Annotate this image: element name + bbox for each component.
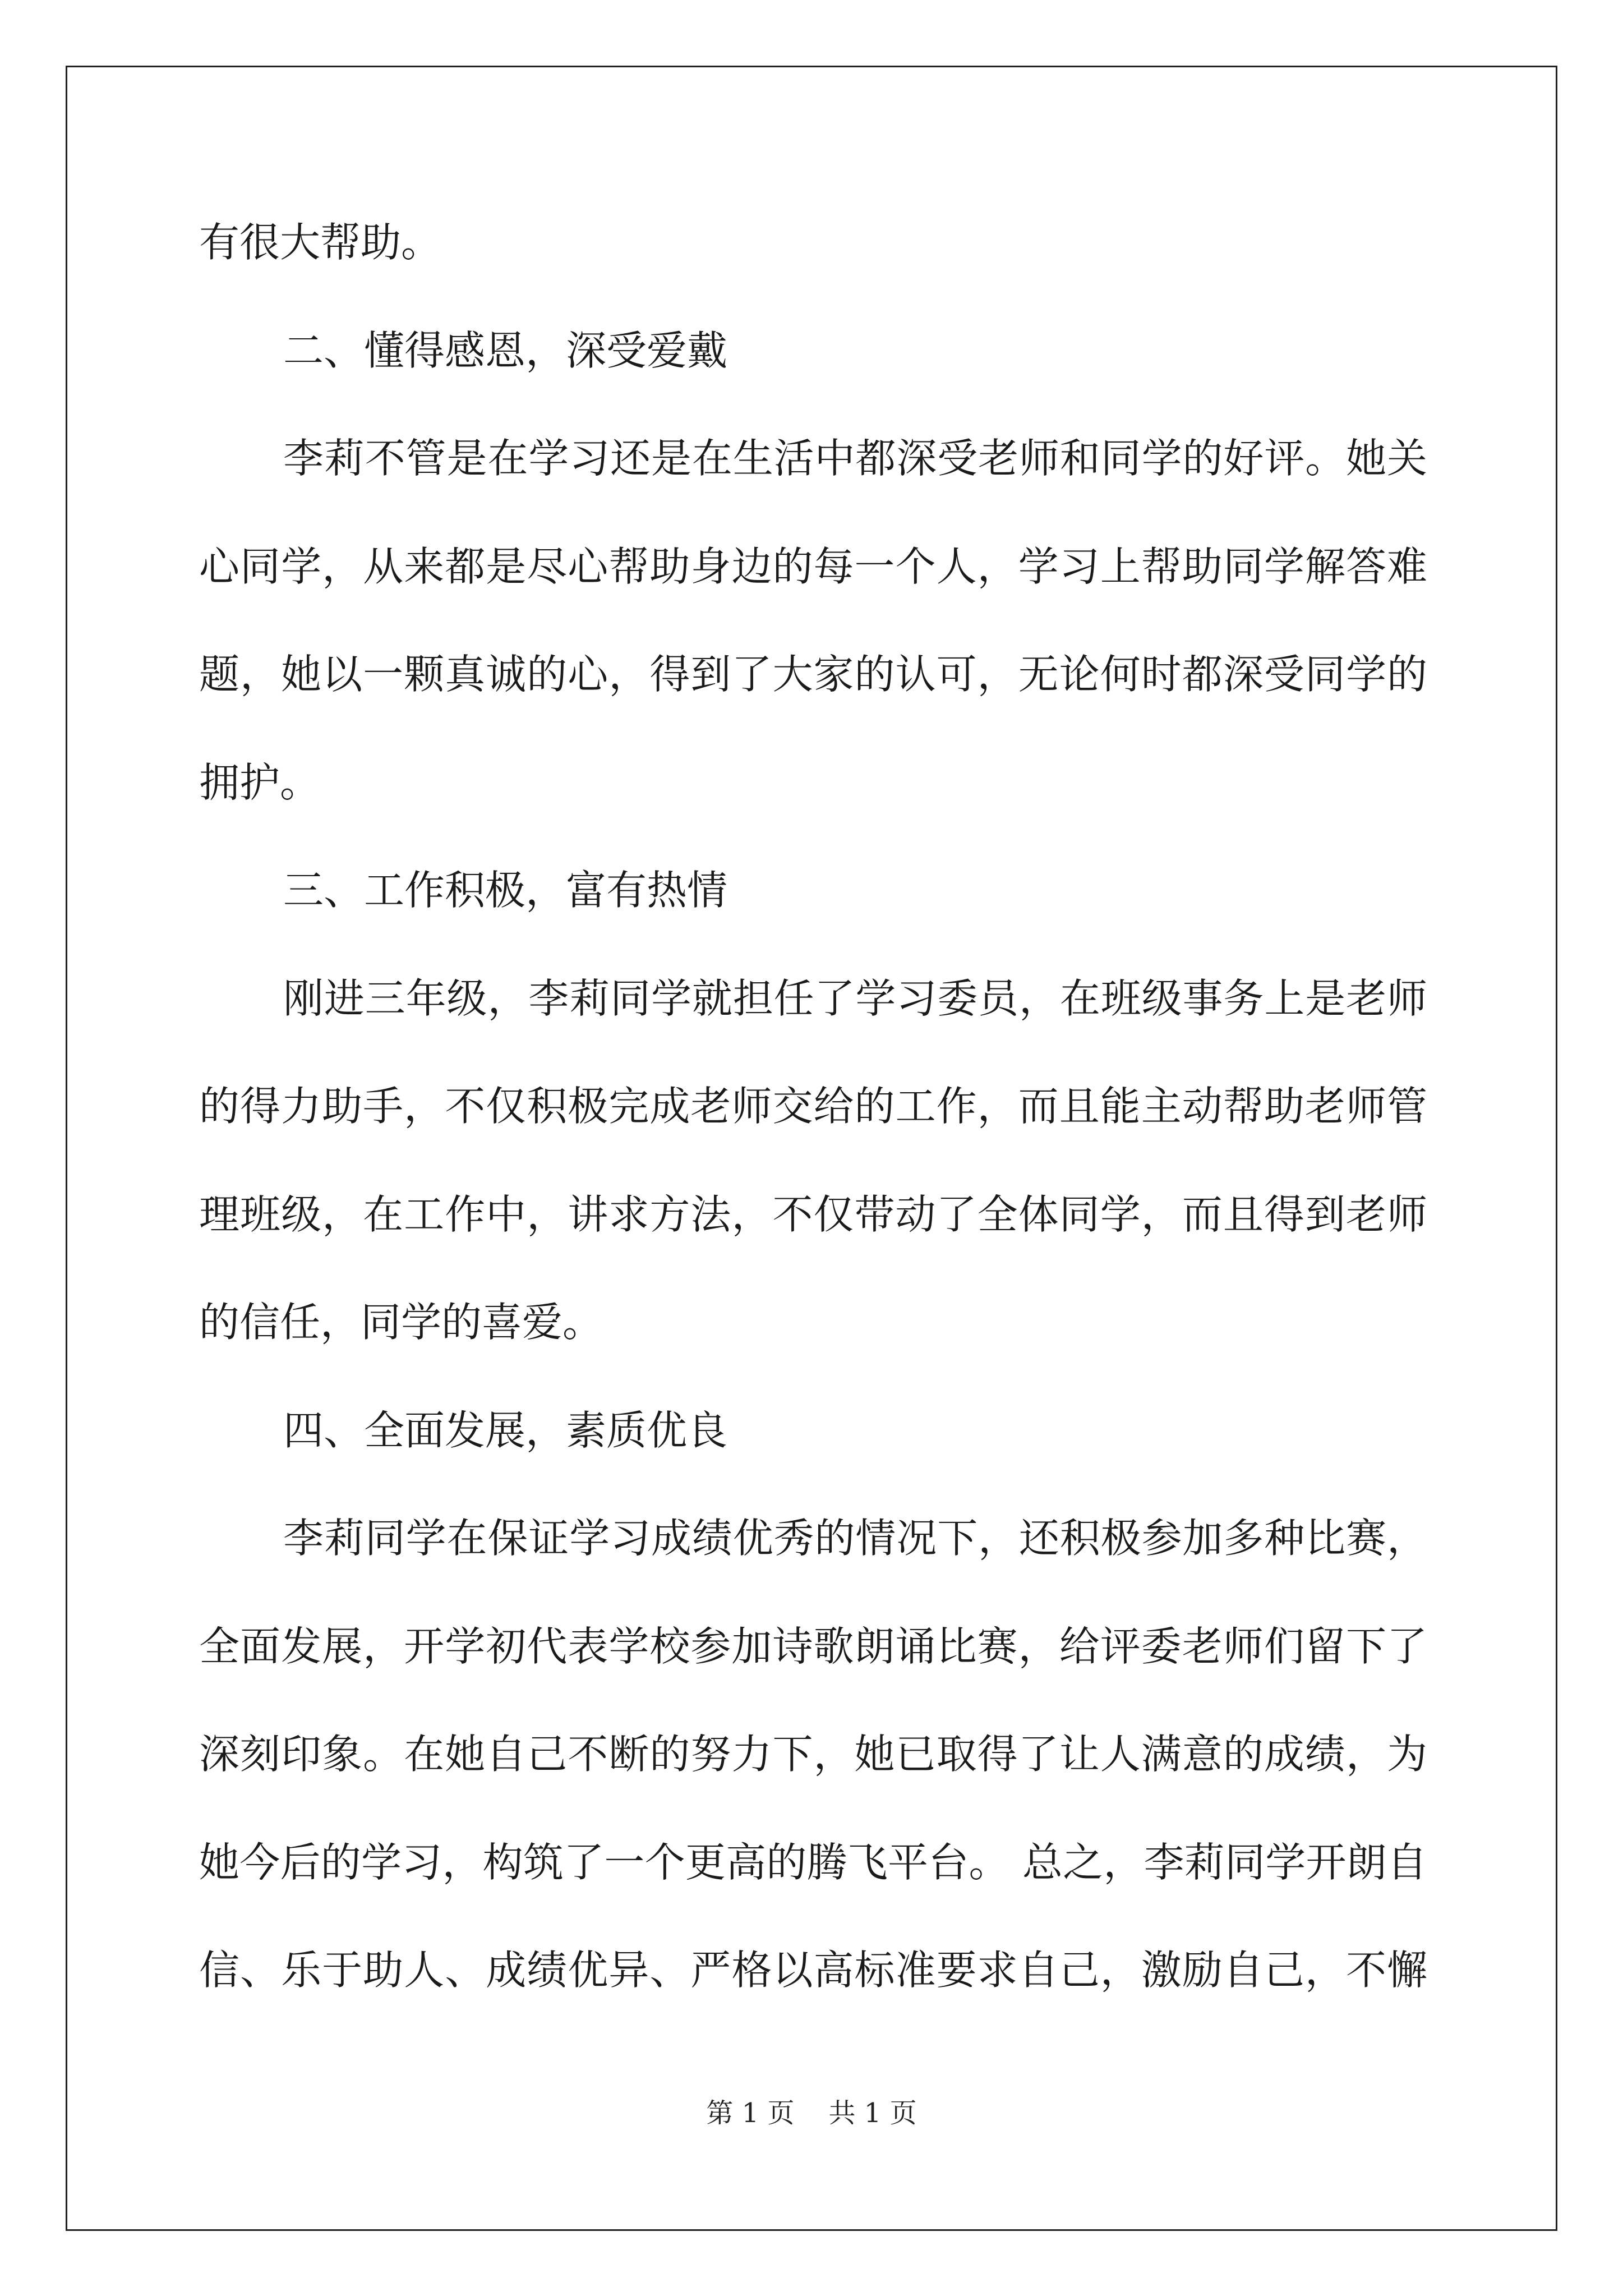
paragraph-line: 刚进三年级，李莉同学就担任了学习委员，在班级事务上是老师: [283, 974, 1427, 1022]
section-heading: 二、懂得感恩，深受爱戴: [283, 326, 728, 374]
paragraph-line: 信、乐于助人、成绩优异、严格以高标准要求自己，激励自己，不懈: [199, 1947, 1427, 1994]
paragraph-line: 李莉不管是在学习还是在生活中都深受老师和同学的好评。她关: [283, 435, 1427, 482]
section-heading: 三、工作积极，富有热情: [283, 867, 728, 914]
paragraph-line: 深刻印象。在她自己不断的努力下，她已取得了让人满意的成绩，为: [199, 1731, 1427, 1778]
paragraph-line: 的得力助手，不仅积极完成老师交给的工作，而且能主动帮助老师管: [199, 1083, 1427, 1130]
paragraph-line: 题，她以一颗真诚的心，得到了大家的认可，无论何时都深受同学的: [199, 651, 1427, 698]
paragraph-line: 理班级，在工作中，讲求方法，不仅带动了全体同学，而且得到老师: [199, 1190, 1427, 1238]
paragraph-line: 拥护。: [199, 758, 321, 806]
paragraph-line: 的信任，同学的喜爱。: [199, 1299, 603, 1346]
document-body: [199, 209, 1427, 2045]
paragraph-line: 有很大帮助。: [199, 219, 442, 266]
section-heading: 四、全面发展，素质优良: [283, 1406, 728, 1454]
paragraph-line: 心同学，从来都是尽心帮助身边的每一个人，学习上帮助同学解答难: [199, 542, 1427, 590]
paragraph-line: 全面发展，开学初代表学校参加诗歌朗诵比赛，给评委老师们留下了: [199, 1622, 1427, 1670]
page-number-footer: 第 1 页 共 1 页: [706, 2097, 917, 2129]
paragraph-line: 她今后的学习，构筑了一个更高的腾飞平台。 总之，李莉同学开朗自: [199, 1838, 1427, 1886]
paragraph-line: 李莉同学在保证学习成绩优秀的情况下，还积极参加多种比赛，: [283, 1515, 1427, 1562]
